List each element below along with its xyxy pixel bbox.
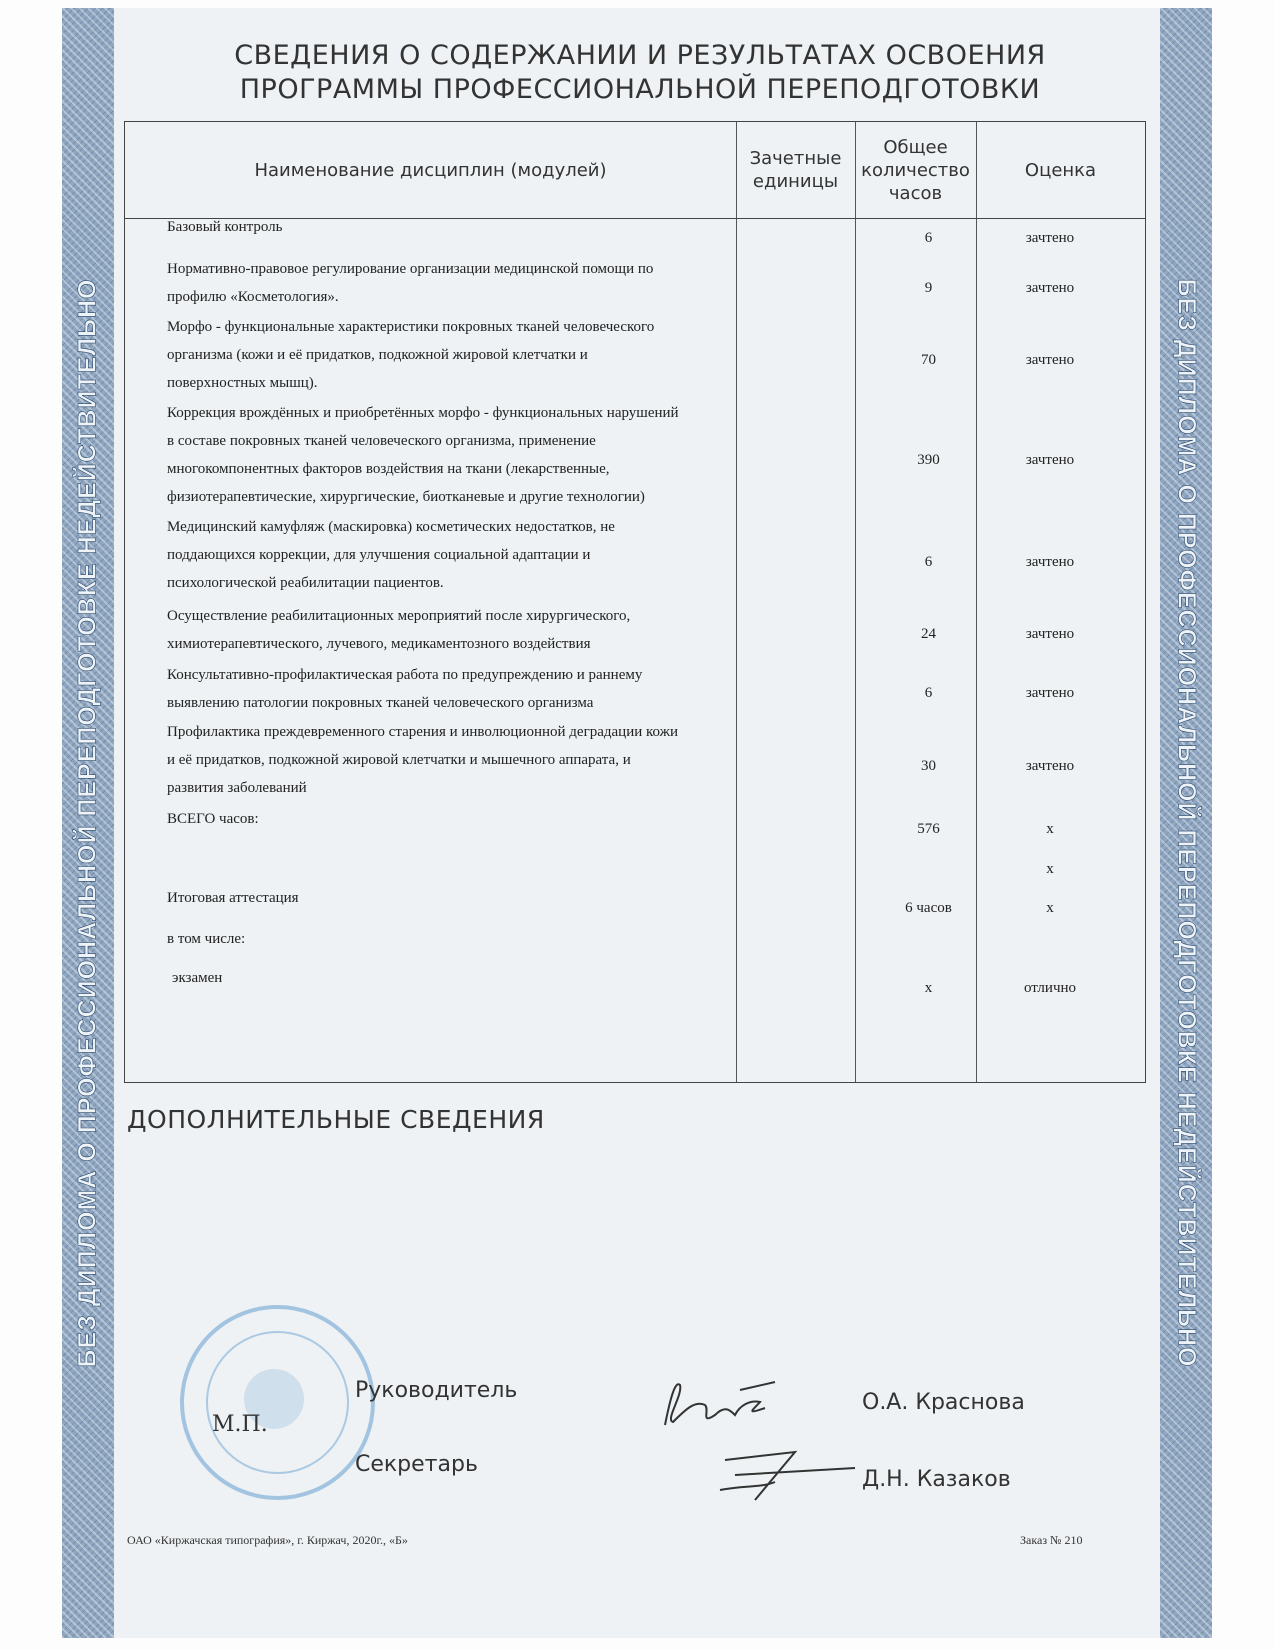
discipline-name: Нормативно-правовое регулирование организации медицинской помощи по — [167, 261, 654, 277]
discipline-name: поверхностных мышц). — [167, 375, 318, 391]
discipline-row — [167, 255, 742, 311]
secretary-title: Секретарь — [355, 1452, 478, 1477]
discipline-name: Базовый контроль — [167, 219, 283, 235]
exam-label: экзамен — [172, 970, 223, 986]
discipline-name: и её придатков, подкожной жировой клетчатки и мышечного аппарата, и — [167, 752, 631, 768]
discipline-grade: зачтено — [1025, 230, 1075, 246]
document-title-line1: СВЕДЕНИЯ О СОДЕРЖАНИИ И РЕЗУЛЬТАТАХ ОСВОЕНИЯ — [234, 40, 1046, 71]
director-signature — [645, 1370, 795, 1440]
final-attestation-label: Итоговая аттестация — [167, 890, 299, 906]
discipline-name: многокомпонентных факторов воздействия на ткани (лекарственные, — [167, 461, 610, 477]
total-grade: х — [1046, 821, 1054, 837]
additional-info-title: ДОПОЛНИТЕЛЬНЫЕ СВЕДЕНИЯ — [127, 1105, 545, 1134]
final-attestation-grade: х — [1046, 900, 1054, 916]
secretary-name: Д.Н. Казаков — [862, 1467, 1011, 1492]
discipline-name: выявлению патологии покровных тканей человеческого организма — [167, 695, 594, 711]
printer-info: ОАО «Киржачская типография», г. Киржач, 2020г., «Б» — [127, 1533, 408, 1547]
discipline-name: в составе покровных тканей человеческого организма, применение — [167, 433, 596, 449]
discipline-name: физиотерапевтические, хирургические, биотканевые и другие технологии) — [167, 489, 645, 505]
discipline-name: Профилактика преждевременного старения и инволюционной деградации кожи — [167, 724, 679, 740]
exam-hours: х — [924, 980, 933, 996]
discipline-name: химиотерапевтического, лучевого, медикаментозного воздействия — [167, 636, 591, 652]
header-name: Наименование дисциплин (модулей) — [254, 159, 607, 181]
discipline-row — [167, 718, 742, 802]
discipline-name: поддающихся коррекции, для улучшения социальной адаптации и — [167, 547, 591, 563]
extra-grade-mark: х — [1046, 861, 1054, 877]
left-security-band — [62, 8, 114, 1638]
director-name: О.А. Краснова — [862, 1390, 1025, 1415]
discipline-grade: зачтено — [1025, 685, 1075, 701]
discipline-hours: 30 — [921, 758, 936, 774]
including-label: в том числе: — [167, 931, 246, 947]
discipline-name: развития заболеваний — [167, 780, 307, 796]
discipline-name: Медицинский камуфляж (маскировка) косметических недостатков, не — [167, 519, 615, 535]
left-band-text: БЕЗ ДИПЛОМА О ПРОФЕССИОНАЛЬНОЙ ПЕРЕПОДГОТОВКЕ НЕДЕЙСТВИТЕЛЬНО — [73, 278, 102, 1368]
total-hours: 576 — [917, 821, 940, 837]
discipline-grade: зачтено — [1025, 352, 1075, 368]
discipline-name: Осуществление реабилитационных мероприятий после хирургического, — [167, 608, 631, 624]
discipline-name: психологической реабилитации пациентов. — [167, 575, 444, 591]
discipline-row — [167, 399, 742, 511]
secretary-signature — [715, 1440, 865, 1510]
discipline-grade: зачтено — [1025, 626, 1075, 642]
discipline-name: Консультативно-профилактическая работа по предупреждению и раннему — [167, 667, 643, 683]
discipline-name: организма (кожи и её придатков, подкожной жировой клетчатки и — [167, 347, 588, 363]
discipline-name: Коррекция врождённых и приобретённых морфо - функциональных нарушений — [167, 405, 679, 421]
discipline-row — [167, 213, 742, 241]
official-seal — [180, 1305, 375, 1500]
discipline-grade: зачтено — [1025, 554, 1075, 570]
discipline-row — [167, 661, 742, 717]
exam-grade: отлично — [1023, 980, 1077, 996]
discipline-row — [167, 602, 742, 658]
discipline-row — [167, 513, 742, 597]
column-divider — [855, 122, 856, 1082]
total-label: ВСЕГО часов: — [167, 811, 259, 827]
column-divider — [976, 122, 977, 1082]
discipline-hours: 390 — [917, 452, 940, 468]
header-grade: Оценка — [1024, 159, 1097, 181]
discipline-grade: зачтено — [1025, 758, 1075, 774]
discipline-hours: 24 — [921, 626, 936, 642]
seal-place-label: М.П. — [212, 1412, 268, 1437]
document-title-line2: ПРОГРАММЫ ПРОФЕССИОНАЛЬНОЙ ПЕРЕПОДГОТОВКИ — [239, 74, 1041, 105]
discipline-hours: 6 — [924, 230, 933, 246]
final-attestation-hours: 6 часов — [905, 900, 952, 916]
order-number: Заказ № 210 — [1020, 1533, 1083, 1547]
discipline-row — [167, 313, 742, 397]
discipline-name: профилю «Косметология». — [167, 289, 339, 305]
discipline-grade: зачтено — [1025, 452, 1075, 468]
discipline-grade: зачтено — [1025, 280, 1075, 296]
discipline-hours: 70 — [921, 352, 936, 368]
right-security-band — [1160, 8, 1212, 1638]
discipline-hours: 9 — [924, 280, 933, 296]
header-hours: Общее количество часов — [861, 136, 970, 204]
director-title: Руководитель — [355, 1378, 518, 1403]
discipline-name: Морфо - функциональные характеристики покровных тканей человеческого — [167, 319, 655, 335]
discipline-hours: 6 — [924, 685, 933, 701]
right-band-text: БЕЗ ДИПЛОМА О ПРОФЕССИОНАЛЬНОЙ ПЕРЕПОДГОТОВКЕ НЕДЕЙСТВИТЕЛЬНО — [1172, 278, 1201, 1368]
discipline-hours: 6 — [924, 554, 933, 570]
header-credits: Зачетные единицы — [749, 148, 842, 192]
